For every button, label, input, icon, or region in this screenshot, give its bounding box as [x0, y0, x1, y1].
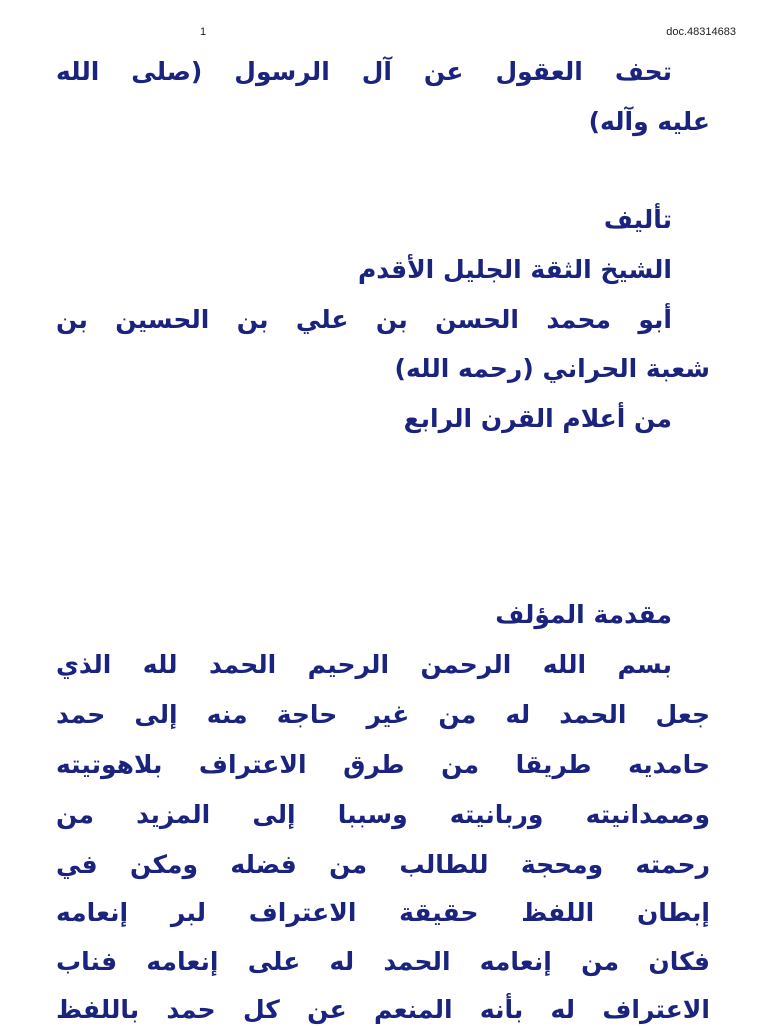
- authorship-label: تأليف: [603, 205, 672, 234]
- intro-paragraph-line: جعل الحمد له من غير حاجة منه إلى حمد: [56, 700, 710, 729]
- intro-paragraph-line: الاعتراف له بأنه المنعم عن كل حمد باللفظ: [56, 995, 710, 1024]
- intro-paragraph-line: فكان من إنعامه الحمد له على إنعامه فناب: [56, 947, 710, 976]
- title-line-1: تحف العقول عن آل الرسول (صلى الله: [56, 57, 672, 86]
- author-epithet: الشيخ الثقة الجليل الأقدم: [357, 255, 672, 284]
- intro-paragraph-line: وصمدانيته وربانيته وسببا إلى المزيد من: [56, 800, 710, 829]
- intro-paragraph-line: رحمته ومحجة للطالب من فضله ومكن في: [56, 850, 710, 879]
- intro-paragraph-line: بسم الله الرحمن الرحيم الحمد لله الذي: [56, 650, 672, 679]
- page-number: 1: [200, 26, 207, 38]
- page-header: [0, 26, 768, 42]
- author-name-line-2: شعبة الحراني (رحمه الله): [394, 354, 710, 383]
- intro-paragraph-line: إبطان اللفظ حقيقة الاعتراف لبر إنعامه: [56, 898, 710, 927]
- author-name-line-1: أبو محمد الحسن بن علي بن الحسين بن: [56, 305, 672, 334]
- document-id: doc.48314683: [666, 26, 736, 38]
- intro-paragraph-line: حامديه طريقا من طرق الاعتراف بلاهوتيته: [56, 750, 710, 779]
- title-line-2: عليه وآله): [588, 107, 710, 136]
- intro-heading: مقدمة المؤلف: [495, 600, 672, 629]
- century-line: من أعلام القرن الرابع: [403, 404, 672, 433]
